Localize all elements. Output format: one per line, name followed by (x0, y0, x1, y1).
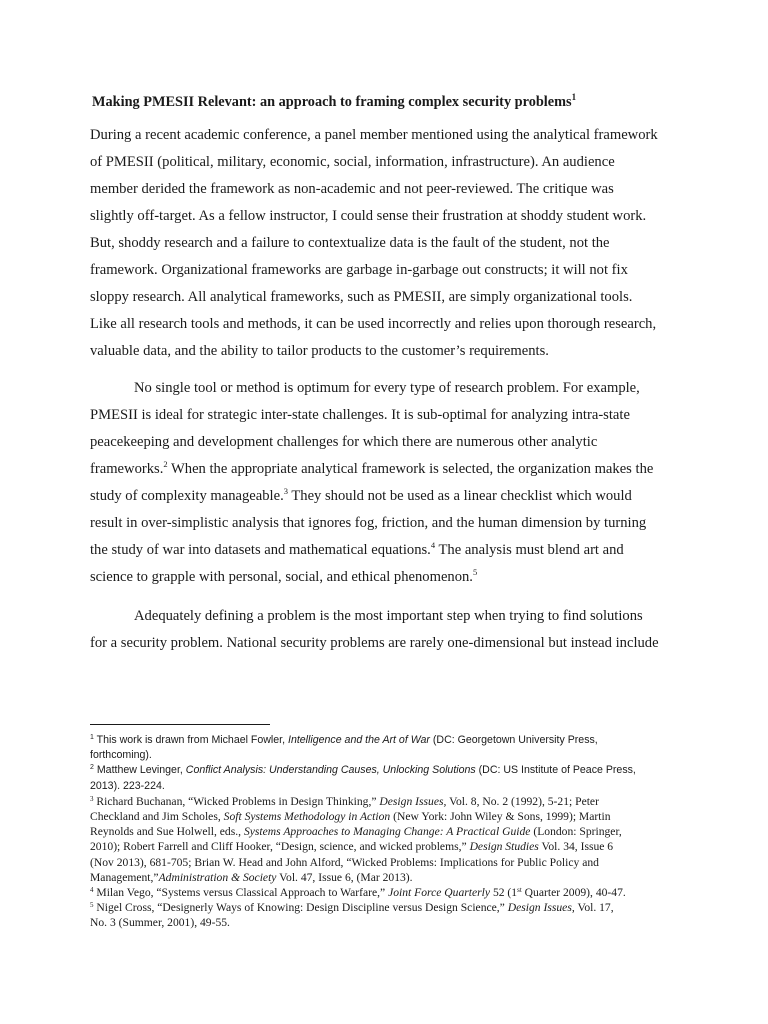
footnote-1-continued (90, 748, 690, 763)
footnote-text: This work is drawn from Michael Fowler, (96, 734, 286, 746)
footnote-3-continued (90, 839, 690, 854)
footnote-3-continued (90, 855, 690, 870)
footnote-text: (DC: Georgetown University Press, (432, 734, 598, 746)
footnote-1 (90, 733, 690, 748)
footnote-3-continued (90, 824, 690, 839)
line-segment: frameworks. (90, 461, 164, 477)
footnote-text: No. 3 (Summer, 2001), 49-55. (90, 916, 230, 930)
paragraph-line (90, 564, 680, 591)
footnote-number: 2 (90, 764, 94, 772)
ordinal-suffix: st (517, 885, 522, 894)
paragraph-line: valuable data, and the ability to tailor products to the customer’s requirements. (90, 343, 549, 359)
footnote-3 (90, 794, 690, 809)
document-title (92, 92, 692, 112)
footnote-text: Reynolds and Sue Holwell, eds., (90, 825, 242, 839)
line-segment: science to grapple with personal, social, and ethical phenomenon. (90, 569, 473, 585)
footnote-number: 4 (90, 885, 94, 894)
footnote-text: Management,” (90, 870, 159, 884)
footnote-2-continued (90, 779, 690, 794)
paragraph-line: But, shoddy research and a failure to contextualize data is the fault of the student, not the (90, 235, 610, 251)
paragraph-line: No single tool or method is optimum for every type of research problem. For example, (134, 380, 640, 396)
footnote-text: Milan Vego, “Systems versus Classical Approach to Warfare,” (96, 885, 386, 899)
footnote-ref-4: 4 (430, 540, 436, 550)
footnote-title: Soft Systems Methodology in Action (223, 809, 391, 823)
footnote-title: Design Studies (469, 840, 539, 854)
footnote-text: Vol. 17, (577, 901, 614, 915)
line-segment: The analysis must blend art and (438, 542, 624, 558)
footnote-ref-3: 3 (283, 486, 288, 496)
footnote-3-continued (90, 870, 690, 885)
paragraph-line: slightly off-target. As a fellow instructor, I could sense their frustration at shoddy student work. (90, 208, 647, 224)
footnote-ref-2: 2 (163, 459, 168, 469)
footnote-3-continued (90, 809, 690, 824)
paragraph-line (90, 537, 680, 564)
footnote-5-continued (90, 915, 690, 930)
footnote-text: (London: Springer, (533, 825, 622, 839)
paragraph-1 (90, 122, 680, 365)
paragraph-line: framework. Organizational frameworks are garbage in-garbage out constructs; it will not fix (90, 262, 628, 278)
footnote-text: 52 (1 (492, 885, 518, 899)
paragraph-line (90, 456, 680, 483)
footnotes (90, 733, 690, 930)
paragraph-line: result in over-simplistic analysis that ignores fog, friction, and the human dimension by turning (90, 515, 647, 531)
footnote-text: Vol. 8, No. 2 (1992), 5-21; Peter (449, 794, 599, 808)
footnote-title: Administration & Society (158, 870, 277, 884)
footnote-ref-5: 5 (472, 567, 478, 577)
line-segment: They should not be used as a linear checklist which would (291, 488, 632, 504)
footnote-title: Systems Approaches to Managing Change: A Practical Guide (243, 825, 531, 839)
line-segment: the study of war into datasets and mathematical equations. (90, 542, 431, 558)
footnote-2 (90, 763, 690, 778)
footnote-number: 3 (90, 794, 94, 803)
paragraph-line: for a security problem. National security problems are rarely one-dimensional but instead include (90, 635, 659, 651)
footnote-text: (DC: US Institute of Peace Press, (478, 764, 636, 777)
paragraph-line: peacekeeping and development challenges for which there are numerous other analytic (90, 434, 598, 450)
footnote-title: Joint Force Quarterly (388, 885, 491, 899)
paragraph-line: sloppy research. All analytical frameworks, such as PMESII, are simply organizational tools. (90, 289, 633, 305)
footnote-title: Design Issues, (507, 901, 575, 915)
line-segment: When the appropriate analytical framework is selected, the organization makes the (171, 461, 654, 477)
paragraph-3 (90, 603, 680, 657)
footnote-text: Vol. 34, Issue 6 (541, 840, 614, 854)
footnote-number: 5 (90, 901, 94, 910)
footnote-text: Vol. 47, Issue 6, (Mar 2013). (279, 870, 413, 884)
title-text: Making PMESII Relevant: an approach to framing complex security problems (92, 94, 572, 110)
footnote-text: Matthew Levinger, (96, 764, 183, 777)
footnote-text: (New York: John Wiley & Sons, 1999); Martin (393, 809, 611, 823)
footnote-text: (Nov 2013), 681-705; Brian W. Head and John Alford, “Wicked Problems: Implications for Public Policy and (90, 855, 599, 869)
paragraph-line (90, 483, 680, 510)
footnote-text: Richard Buchanan, “Wicked Problems in Design Thinking,” (96, 794, 377, 808)
footnote-ref-1: 1 (571, 92, 577, 102)
paragraph-line: member derided the framework as non-academic and not peer-reviewed. The critique was (90, 181, 614, 197)
paragraph-2 (90, 375, 680, 591)
footnote-text: Checkland and Jim Scholes, (90, 809, 221, 823)
footnote-separator (90, 724, 270, 725)
footnote-4 (90, 885, 690, 900)
footnote-text: forthcoming). (90, 749, 152, 762)
paragraph-line: of PMESII (political, military, economic, social, information, infrastructure). An audience (90, 154, 615, 170)
footnote-title: Design Issues, (379, 794, 447, 808)
paragraph-line: Like all research tools and methods, it can be used incorrectly and relies upon thorough research, (90, 316, 657, 332)
footnote-text: Quarter 2009), 40-47. (524, 885, 626, 899)
footnote-5 (90, 900, 690, 915)
footnote-text: 2013). 223-224. (90, 779, 165, 792)
footnote-number: 1 (90, 734, 94, 741)
paragraph-line: During a recent academic conference, a panel member mentioned using the analytical framework (90, 127, 658, 143)
footnote-text: 2010); Robert Farrell and Cliff Hooker, “Design, science, and wicked problems,” (90, 840, 467, 854)
line-segment: study of complexity manageable. (90, 488, 284, 504)
footnote-text: Nigel Cross, “Designerly Ways of Knowing: Design Discipline versus Design Science,” (96, 901, 505, 915)
paragraph-line: Adequately defining a problem is the most important step when trying to find solutions (134, 608, 643, 624)
footnote-title: Intelligence and the Art of War (288, 734, 430, 746)
footnote-title: Conflict Analysis: Understanding Causes, Unlocking Solutions (185, 764, 476, 777)
paragraph-line: PMESII is ideal for strategic inter-state challenges. It is sub-optimal for analyzing intra-state (90, 407, 630, 423)
